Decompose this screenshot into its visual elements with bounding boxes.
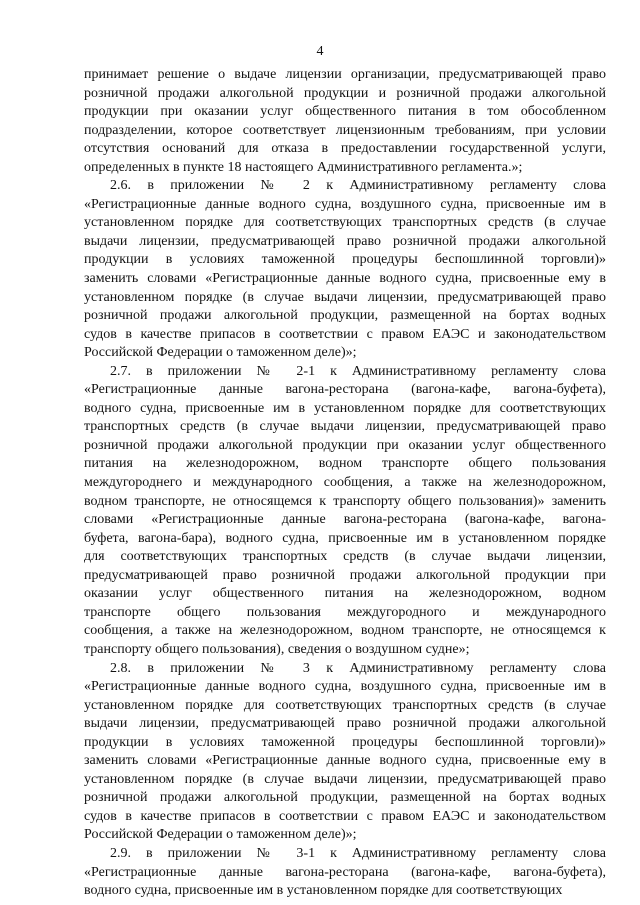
- text-line: заменить словами «Регистрационные данные водного судна, присвоенные ему в: [84, 753, 606, 769]
- paragraph: [84, 660, 606, 845]
- paragraph: [84, 363, 606, 660]
- text-line: «Регистрационные данные вагона-ресторана (вагона-кафе, вагона-буфета),: [84, 382, 606, 398]
- text-line: розничной продажи алкогольной продукции, размещенной на бортах водных: [84, 790, 606, 806]
- text-line: водного судна, присвоенные им в установленном порядке для соответствующих: [84, 400, 606, 416]
- paragraph: [84, 845, 606, 901]
- text-line: 2.9. в приложении № 3-1 к Административному регламенту слова: [110, 845, 606, 861]
- text-line: «Регистрационные данные вагона-ресторана (вагона-кафе, вагона-буфета),: [84, 864, 606, 880]
- text-line: Российской Федерации о таможенном деле)»;: [84, 345, 357, 361]
- text-line: розничной продажи алкогольной продукции и розничной продажи алкогольной: [84, 85, 606, 101]
- paragraph: [84, 66, 606, 177]
- text-line: транспортных средств (в случае выдачи лицензии, предусматривающей право: [84, 419, 606, 435]
- text-line: розничной продажи алкогольной продукции при оказании услуг общественного: [84, 437, 606, 453]
- text-line: определенных в пункте 18 настоящего Административного регламента.»;: [84, 159, 523, 175]
- text-line: оказании услуг общественного питания на железнодорожном, водном: [84, 586, 606, 602]
- text-line: питания на железнодорожном, водном транспорте общего пользования: [84, 456, 606, 472]
- text-line: водного судна, присвоенные им в установленном порядке для соответствующих: [84, 883, 563, 899]
- text-line: буфета, вагона-бара), водного судна, присвоенные им в установленном порядке: [84, 530, 606, 546]
- text-line: транспорте общего пользования междугородного и международного: [84, 604, 606, 620]
- text-line: принимает решение о выдаче лицензии организации, предусматривающей право: [84, 67, 606, 82]
- text-line: продукции при оказании услуг общественного питания в том обособленном: [84, 104, 606, 120]
- text-line: транспорту общего пользования), сведения о воздушном судне»;: [84, 641, 470, 657]
- paragraph: [84, 177, 606, 362]
- text-line: продукции в условиях таможенной процедуры беспошлинной торговли)»: [84, 252, 606, 268]
- text-line: судов в качестве припасов в соответствии с правом ЕАЭС и законодательством: [84, 326, 606, 342]
- text-line: установленном порядке для соответствующих транспортных средств (в случае: [84, 697, 606, 713]
- text-line: словами «Регистрационные данные вагона-ресторана (вагона-кафе, вагона-: [84, 512, 606, 528]
- text-line: 2.6. в приложении № 2 к Административному регламенту слова: [110, 178, 606, 194]
- text-line: установленном порядке для соответствующих транспортных средств (в случае: [84, 215, 606, 231]
- text-line: продукции в условиях таможенной процедуры беспошлинной торговли)»: [84, 734, 606, 750]
- text-line: розничной продажи алкогольной продукции, размещенной на бортах водных: [84, 308, 606, 324]
- text-line: установленном порядке (в случае выдачи лицензии, предусматривающей право: [84, 771, 606, 787]
- text-line: для соответствующих транспортных средств (в случае выдачи лицензии,: [84, 549, 606, 565]
- text-line: сообщения, а также на железнодорожном, водном транспорте, не относящемся к: [84, 623, 606, 639]
- text-line: установленном порядке (в случае выдачи лицензии, предусматривающей право: [84, 289, 606, 305]
- text-line: отсутствия оснований для отказа в предоставлении государственной услуги,: [84, 141, 606, 157]
- document-body: [84, 66, 606, 901]
- text-line: заменить словами «Регистрационные данные водного судна, присвоенные ему в: [84, 271, 606, 287]
- page-number: 4: [316, 44, 324, 59]
- text-line: междугороднего и международного сообщения, а также на железнодорожном,: [84, 475, 606, 491]
- text-line: подразделении, которое соответствует лицензионным требованиям, при условии: [84, 122, 606, 138]
- text-line: «Регистрационные данные водного судна, воздушного судна, присвоенные им в: [84, 196, 606, 212]
- text-line: 2.7. в приложении № 2-1 к Административному регламенту слова: [110, 363, 606, 379]
- text-line: предусматривающей право розничной продажи алкогольной продукции при: [84, 567, 606, 583]
- text-line: 2.8. в приложении № 3 к Административному регламенту слова: [110, 660, 606, 676]
- text-line: выдачи лицензии, предусматривающей право розничной продажи алкогольной: [84, 233, 606, 249]
- text-line: Российской Федерации о таможенном деле)»;: [84, 827, 357, 843]
- text-line: судов в качестве припасов в соответствии с правом ЕАЭС и законодательством: [84, 808, 606, 824]
- text-line: водном транспорте, не относящемся к транспорту общего пользования)» заменить: [84, 493, 606, 509]
- text-line: «Регистрационные данные водного судна, воздушного судна, присвоенные им в: [84, 679, 606, 695]
- text-line: выдачи лицензии, предусматривающей право розничной продажи алкогольной: [84, 716, 606, 732]
